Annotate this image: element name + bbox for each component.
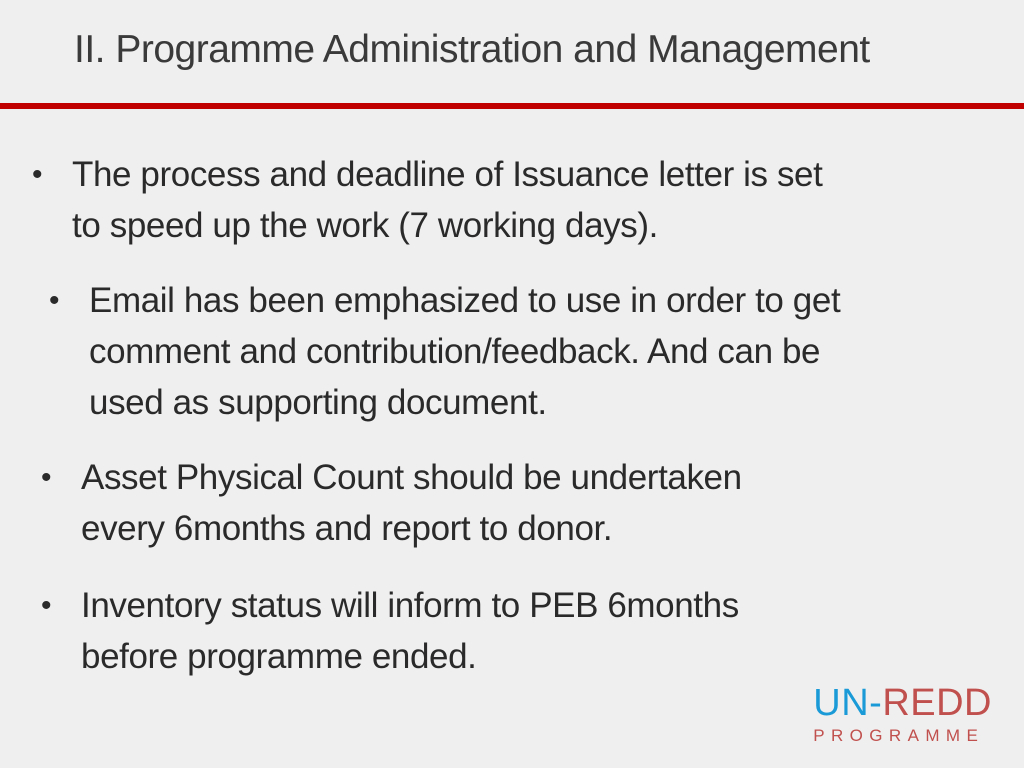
- bullet-text: Inventory status will inform to PEB 6months before programme ended.: [81, 586, 739, 676]
- bullet-item: [49, 275, 1009, 428]
- slide-title: II. Programme Administration and Management: [74, 28, 870, 71]
- bullet-item: [32, 149, 992, 251]
- bullet-text: Asset Physical Count should be undertaken every 6months and report to donor.: [81, 458, 742, 548]
- bullet-marker-icon: •: [49, 284, 60, 317]
- bullet-marker-icon: •: [41, 461, 52, 494]
- logo-un: UN: [813, 682, 870, 724]
- logo-dash: -: [869, 682, 883, 724]
- bullet-item: [41, 580, 1001, 682]
- bullet-item: [41, 452, 1001, 554]
- logo-subtitle: PROGRAMME: [813, 726, 985, 745]
- bullet-text: Email has been emphasized to use in order to get comment and contribution/feedback. And can be used as supporting document.: [89, 281, 841, 422]
- bullet-marker-icon: •: [41, 589, 52, 622]
- title-divider: [0, 103, 1024, 109]
- bullet-text: The process and deadline of Issuance letter is set to speed up the work (7 working days).: [72, 155, 823, 245]
- un-redd-logo: [813, 682, 992, 746]
- logo-redd: REDD: [882, 682, 992, 724]
- bullet-marker-icon: •: [32, 158, 43, 191]
- logo-wordmark: [813, 682, 992, 724]
